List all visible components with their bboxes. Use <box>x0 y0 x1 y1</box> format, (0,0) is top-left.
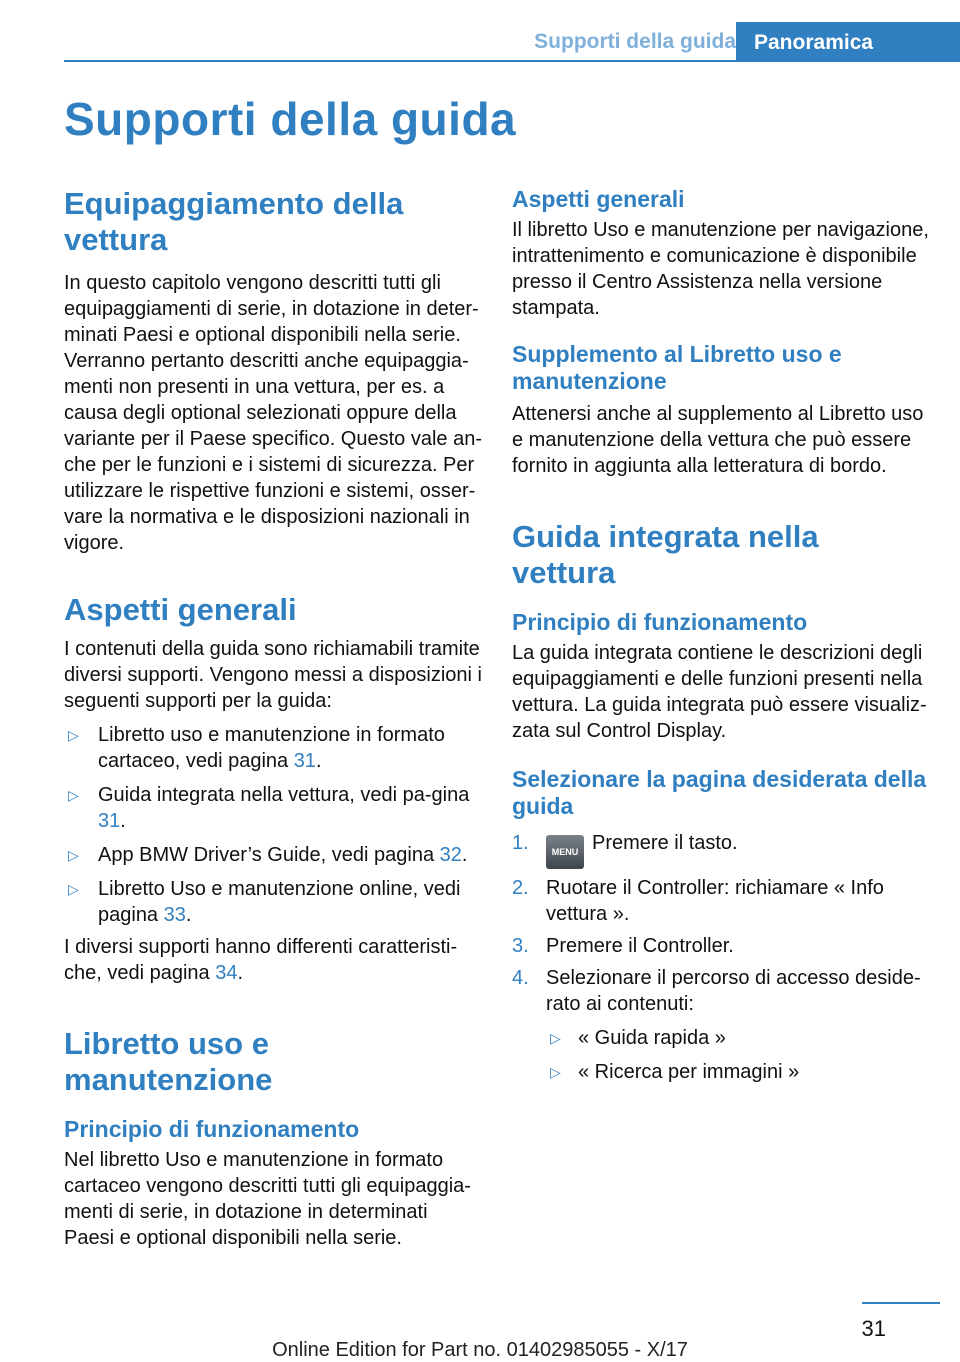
page-link[interactable]: 31 <box>293 750 316 772</box>
heading-principio-funzionamento-right: Principio di funzionamento <box>512 609 808 635</box>
step-number: 3. <box>512 935 529 957</box>
list-item: ▷ Libretto uso e manutenzione in formato cartaceo, vedi pagina 31. <box>68 724 445 772</box>
menu-button-icon: MENU <box>546 835 584 869</box>
triangle-bullet-icon: ▷ <box>68 727 79 743</box>
list-item: ▷ Libretto Uso e manutenzione online, vedi pagina 33. <box>68 878 461 926</box>
paragraph-principio-guida: La guida integrata contiene le descrizioni degli equipaggiamenti e delle funzioni presenti nella vettura. La guida integrata può essere visualiz-zata sul Control Display. <box>512 642 927 742</box>
footer-rule <box>862 1302 940 1304</box>
heading-selezionare-pagina: Selezionare la pagina desiderata della guida <box>512 766 927 819</box>
paragraph-aspetti-generali: I contenuti della guida sono richiamabili tramite diversi supporti. Vengono messi a disposizioni i seguenti supporti per la guida: <box>64 638 482 712</box>
paragraph-principio-libretto: Nel libretto Uso e manutenzione in formato cartaceo vengono descritti tutti gli equipaggia-menti di serie, in dotazione in determinati Paesi e optional disponibili nella serie. <box>64 1149 471 1249</box>
triangle-bullet-icon: ▷ <box>68 787 79 803</box>
heading-equipaggiamento: Equipaggiamento della vettura <box>64 186 404 257</box>
left-column <box>64 186 482 1251</box>
right-column <box>512 186 930 1085</box>
list-item: ▷ Guida integrata nella vettura, vedi pa-gina 31. <box>68 784 470 832</box>
sub-list-item: ▷ « Guida rapida » <box>550 1027 726 1049</box>
paragraph-supplemento: Attenersi anche al supplemento al Libretto uso e manutenzione della vettura che può essere fornito in aggiunta alla letteratura di bordo. <box>512 403 924 477</box>
triangle-bullet-icon: ▷ <box>68 847 79 863</box>
step-number: 4. <box>512 967 529 989</box>
paragraph-diversi-supporti: I diversi supporti hanno differenti caratteristi-che, vedi pagina 34. <box>64 936 458 984</box>
list-item: ▷ App BMW Driver’s Guide, vedi pagina 32. <box>68 844 468 866</box>
paragraph-aspetti-generali-right: Il libretto Uso e manutenzione per navigazione, intrattenimento e comunicazione è disponibile presso il Centro Assistenza nella versione stampata. <box>512 219 929 319</box>
triangle-bullet-icon: ▷ <box>550 1064 561 1080</box>
heading-principio-funzionamento: Principio di funzionamento <box>64 1116 360 1142</box>
page-link[interactable]: 31 <box>98 810 121 832</box>
heading-aspetti-generali: Aspetti generali <box>64 592 297 627</box>
page-number: 31 <box>861 1316 886 1341</box>
running-header-tab: Panoramica <box>736 22 960 62</box>
paragraph-equipaggiamento: In questo capitolo vengono descritti tutti gli equipaggiamenti di serie, in dotazione in deter-minati Paesi e optional disponibili nella serie. Verranno pertanto descritti anche equipaggia-menti non presenti in una vettura, per es. a causa degli optional selezionati oppure della variante per il Paese specifico. Questo vale an-che per le funzioni e i sistemi di sicurezza. Per utilizzare le rispettive funzioni e sistemi, osser-vare la normativa e le disposizioni nazionali in vigore. <box>64 272 482 554</box>
triangle-bullet-icon: ▷ <box>68 881 79 897</box>
header-rule <box>64 60 960 62</box>
numbered-item: 4. Selezionare il percorso di accesso deside-rato ai contenuti: <box>512 967 921 1015</box>
sub-list-item: ▷ « Ricerca per immagini » <box>550 1061 800 1083</box>
step-number: 1. <box>512 832 529 854</box>
step-number: 2. <box>512 877 529 899</box>
numbered-item: 3. Premere il Controller. <box>512 935 734 957</box>
heading-guida-integrata: Guida integrata nella vettura <box>512 519 819 590</box>
page-link[interactable]: 34 <box>215 962 238 984</box>
page-link[interactable]: 32 <box>439 844 462 866</box>
triangle-bullet-icon: ▷ <box>550 1030 561 1046</box>
page-link[interactable]: 33 <box>163 904 186 926</box>
running-header-section: Supporti della guida <box>534 30 736 53</box>
numbered-item: 1. MENU Premere il tasto. <box>512 830 930 869</box>
heading-aspetti-generali-right: Aspetti generali <box>512 186 685 212</box>
footer-edition: Online Edition for Part no. 01402985055 - X/17 <box>272 1339 688 1361</box>
heading-supplemento: Supplemento al Libretto uso e manutenzione <box>512 341 842 394</box>
heading-libretto: Libretto uso e manutenzione <box>64 1026 273 1097</box>
page-title: Supporti della guida <box>64 93 517 145</box>
numbered-item: 2. Ruotare il Controller: richiamare « Info vettura ». <box>512 877 884 925</box>
